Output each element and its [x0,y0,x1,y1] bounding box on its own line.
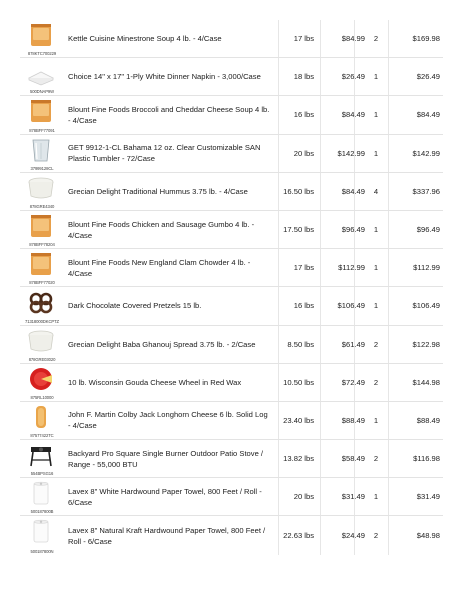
product-thumbnail[interactable] [23,404,59,430]
item-unit-price: $142.99 [337,148,365,158]
list-item [20,135,443,173]
item-weight: 16.50 lbs [283,186,314,196]
item-weight: 13.82 lbs [283,454,314,464]
item-unit-price: $31.49 [341,492,365,502]
item-sku: 37999128CL [30,165,54,171]
item-description[interactable]: Grecian Delight Traditional Hummus 3.75 lb. - 4/Case [68,186,248,196]
tumbler-icon [28,137,54,163]
item-description[interactable]: Choice 14" x 17" 1-Ply White Dinner Napkin - 3,000/Case [68,72,261,82]
item-unit-price: $88.49 [341,415,365,425]
item-description[interactable]: Lavex 8" White Hardwound Paper Towel, 800 Feet / Roll - 6/Case [68,486,262,507]
paper-towel-icon [28,518,54,544]
item-unit-price: $96.49 [341,225,365,235]
soup-bag-icon [28,213,54,239]
product-thumbnail[interactable] [23,366,59,392]
product-thumbnail[interactable] [23,175,59,201]
item-total: $31.49 [416,492,440,502]
product-thumbnail[interactable] [23,60,59,86]
product-thumbnail[interactable] [23,518,59,544]
item-total: $48.98 [416,531,440,541]
napkin-icon [26,60,56,86]
item-quantity: 2 [373,377,379,387]
item-description[interactable]: John F. Martin Colby Jack Longhorn Cheese 6 lb. Solid Log - 4/Case [68,410,268,431]
item-total: $144.98 [412,377,440,387]
item-unit-price: $84.99 [341,34,365,44]
item-total: $337.96 [412,186,440,196]
list-item [20,440,443,478]
item-total: $116.98 [413,454,440,464]
item-weight: 10.50 lbs [283,377,314,387]
item-sku: 878BFF77091 [29,127,55,133]
item-sku: 500DNAP9W [29,89,54,95]
list-item [20,173,443,211]
item-total: $142.99 [412,148,440,158]
item-total: $96.49 [416,225,440,235]
product-thumbnail[interactable] [23,22,59,48]
item-weight: 17 lbs [293,263,314,273]
item-weight: 18 lbs [293,72,314,82]
item-description[interactable]: Blount Fine Foods Chicken and Sausage Gumbo 4 lb. - 4/Case [68,219,255,240]
tub-icon [26,328,56,354]
product-thumbnail[interactable] [23,137,59,163]
item-description[interactable]: Blount Fine Foods Broccoli and Cheddar Cheese Soup 4 lb. - 4/Case [68,104,270,125]
cheese-log-icon [26,404,56,430]
list-item [20,364,443,402]
list-item [20,211,443,249]
item-description[interactable]: 10 lb. Wisconsin Gouda Cheese Wheel in Red Wax [68,377,242,387]
product-thumbnail[interactable] [23,480,59,506]
list-item [20,20,443,58]
item-unit-price: $26.49 [341,72,365,82]
item-description[interactable]: Lavex 8" Natural Kraft Hardwound Paper Towel, 800 Feet / Roll - 6/Case [68,525,266,546]
item-quantity: 2 [373,454,379,464]
item-description[interactable]: Dark Chocolate Covered Pretzels 15 lb. [68,301,202,311]
item-quantity: 1 [373,492,379,502]
item-total: $106.49 [412,301,440,311]
item-description[interactable]: GET 9912-1-CL Bahama 12 oz. Clear Customizable SAN Plastic Tumbler - 72/Case [68,143,261,164]
item-quantity: 1 [373,72,379,82]
pretzel-icon [26,289,56,315]
list-item [20,58,443,96]
item-unit-price: $84.49 [341,186,365,196]
list-item [20,96,443,134]
item-weight: 23.40 lbs [283,415,314,425]
tub-icon [26,175,56,201]
item-weight: 17 lbs [293,34,314,44]
product-thumbnail[interactable] [23,328,59,354]
item-description[interactable]: Backyard Pro Square Single Burner Outdoor Patio Stove / Range - 55,000 BTU [68,448,264,469]
item-quantity: 2 [373,339,379,349]
item-weight: 8.50 lbs [287,339,314,349]
item-sku: 878GRE4340 [29,203,55,209]
item-total: $122.98 [412,339,440,349]
list-item [20,516,443,554]
list-item [20,287,443,325]
item-weight: 16 lbs [293,301,314,311]
stove-icon [26,442,56,468]
item-sku: 87577422TC [30,433,54,439]
item-quantity: 1 [373,225,379,235]
paper-towel-icon [28,480,54,506]
item-total: $112.99 [413,263,440,273]
item-quantity: 2 [373,531,379,541]
item-sku: 71318000DKCPTZ [25,318,59,324]
item-total: $26.49 [416,72,440,82]
cheese-wheel-icon [26,366,56,392]
item-sku: 875RL10000 [30,394,54,400]
item-description[interactable]: Grecian Delight Baba Ghanouj Spread 3.75 lb. - 2/Case [68,339,256,349]
item-quantity: 1 [373,148,379,158]
item-total: $169.98 [412,34,440,44]
item-sku: 878BFF78204 [29,242,55,248]
item-quantity: 1 [373,263,379,273]
item-sku: 500187800B [30,509,54,515]
item-sku: 878BFF77020 [29,280,55,286]
list-item [20,478,443,516]
item-weight: 20 lbs [293,492,314,502]
list-item [20,249,443,287]
soup-bag-icon [28,98,54,124]
order-items-list [20,20,443,555]
product-thumbnail[interactable] [23,251,59,277]
item-weight: 17.50 lbs [283,225,314,235]
item-sku: 554BPSG16 [30,471,54,477]
item-quantity: 1 [373,301,379,311]
item-quantity: 4 [373,186,379,196]
item-sku: 500187800N [30,548,54,554]
item-unit-price: $72.49 [341,377,365,387]
product-thumbnail[interactable] [23,289,59,315]
item-unit-price: $61.49 [341,339,365,349]
item-description[interactable]: Kettle Cuisine Minestrone Soup 4 lb. - 4/Case [68,34,222,44]
item-unit-price: $84.49 [341,110,365,120]
list-item [20,402,443,440]
product-thumbnail[interactable] [23,98,59,124]
item-quantity: 1 [373,415,379,425]
item-unit-price: $58.49 [341,454,365,464]
item-total: $84.49 [416,110,440,120]
item-total: $88.49 [416,415,440,425]
list-item [20,326,443,364]
item-unit-price: $106.49 [337,301,365,311]
item-weight: 22.63 lbs [283,531,314,541]
item-unit-price: $112.99 [338,263,365,273]
product-thumbnail[interactable] [23,442,59,468]
item-sku: 878GRE03020 [28,356,56,362]
item-quantity: 2 [373,34,379,44]
item-description[interactable]: Blount Fine Foods New England Clam Chowder 4 lb. - 4/Case [68,257,251,278]
item-sku: 878KTC700229 [27,51,57,57]
item-weight: 16 lbs [293,110,314,120]
soup-bag-icon [28,22,54,48]
soup-bag-icon [28,251,54,277]
product-thumbnail[interactable] [23,213,59,239]
item-weight: 20 lbs [293,148,314,158]
item-unit-price: $24.49 [341,531,365,541]
item-quantity: 1 [373,110,379,120]
